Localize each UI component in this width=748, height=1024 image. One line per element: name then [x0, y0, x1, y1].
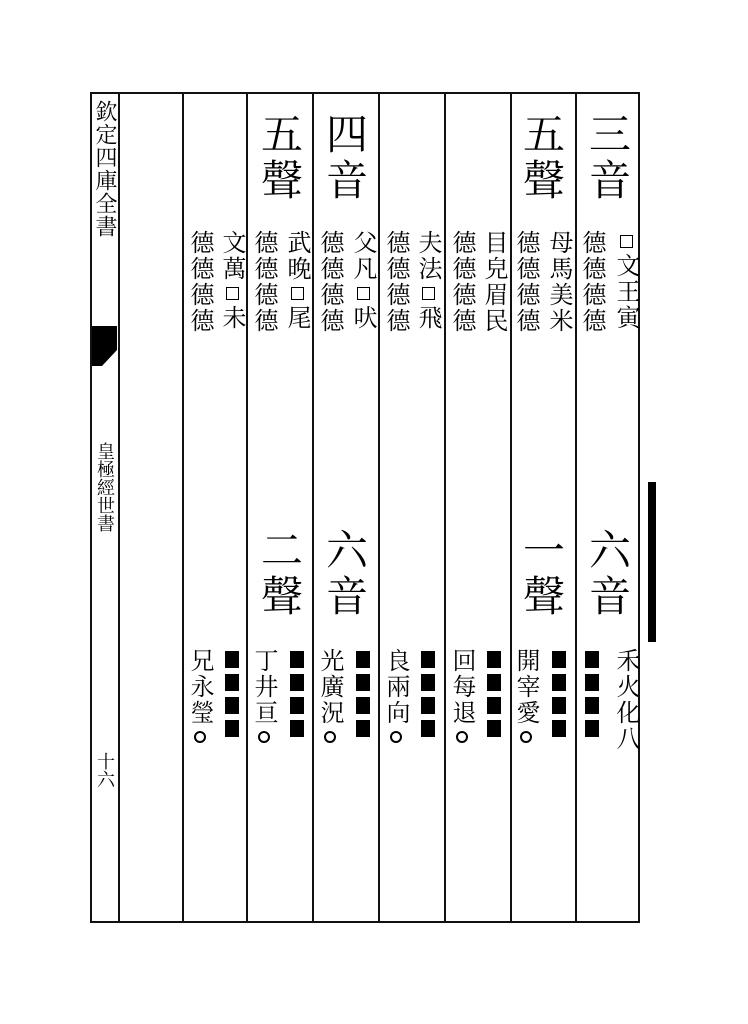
- char-column: [512, 648, 540, 748]
- glyph: 向: [382, 700, 410, 726]
- glyph: 母: [545, 230, 573, 256]
- filled-square-mark: [585, 651, 599, 668]
- char-column: [612, 230, 640, 331]
- glyph: 廣: [316, 674, 344, 700]
- column-rule: [575, 93, 577, 923]
- glyph: 德: [382, 256, 410, 282]
- filled-square-mark: [487, 674, 501, 691]
- glyph: 德: [250, 282, 278, 308]
- glyph: 丁: [250, 648, 278, 674]
- glyph: 宰: [512, 674, 540, 700]
- glyph: 八: [612, 726, 640, 752]
- char-column: [218, 230, 246, 331]
- char-column: [382, 230, 410, 334]
- filled-square-mark: [585, 674, 599, 691]
- margin-rule: [118, 93, 120, 923]
- glyph: 眉: [480, 282, 508, 308]
- filled-square-mark: [356, 720, 370, 737]
- glyph: 兄: [186, 648, 214, 674]
- glyph: 井: [250, 674, 278, 700]
- glyph: 開: [512, 648, 540, 674]
- circle-mark: [194, 731, 206, 743]
- top-heading: 五聲: [255, 112, 304, 204]
- char-column: [382, 648, 410, 748]
- filled-square-mark: [225, 674, 239, 691]
- char-column: [250, 230, 278, 334]
- char-column: [612, 648, 640, 752]
- glyph: 良: [382, 648, 410, 674]
- filled-square-mark: [487, 651, 501, 668]
- glyph: 皃: [480, 256, 508, 282]
- char-column: [250, 648, 278, 748]
- column-rule: [312, 93, 314, 923]
- glyph: 未: [218, 305, 246, 331]
- work-title: 皇極經世書: [94, 442, 115, 532]
- column-rule: [510, 93, 512, 923]
- book-title: 欽定四庫全書: [92, 100, 117, 238]
- glyph: 寅: [612, 305, 640, 331]
- glyph: 德: [382, 230, 410, 256]
- char-column: [316, 230, 344, 334]
- glyph: 德: [250, 256, 278, 282]
- glyph: 德: [382, 308, 410, 334]
- glyph: 德: [448, 230, 476, 256]
- filled-square-mark: [421, 674, 435, 691]
- glyph: 法: [414, 256, 442, 282]
- top-heading: 五聲: [517, 112, 566, 204]
- char-column: [218, 648, 246, 740]
- char-column: [186, 648, 214, 748]
- filled-square-mark: [421, 697, 435, 714]
- blank-box-mark: [422, 287, 435, 300]
- circle-mark: [324, 731, 336, 743]
- char-column: [480, 230, 508, 334]
- glyph: 德: [578, 282, 606, 308]
- glyph: 德: [512, 256, 540, 282]
- char-column: [414, 648, 442, 740]
- glyph: 飛: [414, 305, 442, 331]
- glyph: 美: [545, 282, 573, 308]
- char-column: [578, 648, 606, 740]
- filled-square-mark: [290, 674, 304, 691]
- char-column: [414, 230, 442, 331]
- filled-square-mark: [225, 697, 239, 714]
- page-number: 十六: [94, 752, 115, 788]
- glyph: 夫: [414, 230, 442, 256]
- column-rule: [378, 93, 380, 923]
- char-column: [512, 230, 540, 334]
- circle-mark: [520, 731, 532, 743]
- bottom-heading: 二聲: [255, 528, 304, 620]
- glyph: 米: [545, 308, 573, 334]
- glyph: 目: [480, 230, 508, 256]
- circle-mark: [456, 731, 468, 743]
- glyph: 馬: [545, 256, 573, 282]
- bottom-heading: 六音: [583, 528, 632, 620]
- bottom-heading: 六音: [320, 528, 369, 620]
- column-rule: [246, 93, 248, 923]
- glyph: 文: [218, 230, 246, 256]
- glyph: 禾: [612, 648, 640, 674]
- glyph: 愛: [512, 700, 540, 726]
- filled-square-mark: [356, 651, 370, 668]
- filled-square-mark: [356, 674, 370, 691]
- glyph: 德: [316, 256, 344, 282]
- glyph: 永: [186, 674, 214, 700]
- border-right: [638, 93, 640, 923]
- glyph: 王: [612, 279, 640, 305]
- glyph: 瑩: [186, 700, 214, 726]
- glyph: 退: [448, 700, 476, 726]
- glyph: 德: [448, 308, 476, 334]
- glyph: 亘: [250, 700, 278, 726]
- filled-square-mark: [585, 697, 599, 714]
- filled-square-mark: [356, 697, 370, 714]
- glyph: 萬: [218, 256, 246, 282]
- blank-box-mark: [291, 287, 304, 300]
- glyph: 德: [448, 282, 476, 308]
- glyph: 德: [512, 230, 540, 256]
- glyph: 德: [578, 230, 606, 256]
- filled-square-mark: [552, 674, 566, 691]
- char-column: [578, 230, 606, 334]
- border-bottom: [90, 921, 640, 923]
- circle-mark: [390, 731, 402, 743]
- filled-square-mark: [421, 651, 435, 668]
- glyph: 晚: [283, 256, 311, 282]
- glyph: 父: [349, 230, 377, 256]
- glyph: 吠: [349, 305, 377, 331]
- fishtail-mark: [92, 326, 117, 366]
- char-column: [283, 648, 311, 740]
- glyph: 德: [578, 308, 606, 334]
- top-heading: 四音: [320, 112, 369, 204]
- glyph: 德: [578, 256, 606, 282]
- char-column: [448, 648, 476, 748]
- glyph: 德: [186, 308, 214, 334]
- filled-square-mark: [552, 697, 566, 714]
- char-column: [480, 648, 508, 740]
- glyph: 光: [316, 648, 344, 674]
- char-column: [545, 648, 573, 740]
- glyph: 兩: [382, 674, 410, 700]
- top-heading: 三音: [583, 112, 632, 204]
- filled-square-mark: [225, 720, 239, 737]
- glyph: 德: [316, 230, 344, 256]
- glyph: 回: [448, 648, 476, 674]
- column-rule: [182, 93, 184, 923]
- glyph: 況: [316, 700, 344, 726]
- filled-square-mark: [487, 697, 501, 714]
- glyph: 武: [283, 230, 311, 256]
- glyph: 德: [186, 282, 214, 308]
- filled-square-mark: [290, 697, 304, 714]
- glyph: 德: [382, 282, 410, 308]
- glyph: 德: [512, 282, 540, 308]
- filled-square-mark: [552, 720, 566, 737]
- glyph: 德: [186, 256, 214, 282]
- filled-square-mark: [421, 720, 435, 737]
- char-column: [186, 230, 214, 334]
- filled-square-mark: [290, 651, 304, 668]
- filled-square-mark: [585, 720, 599, 737]
- glyph: 每: [448, 674, 476, 700]
- border-top: [90, 92, 640, 94]
- glyph: 德: [250, 308, 278, 334]
- glyph: 民: [480, 308, 508, 334]
- edge-mark: [648, 482, 656, 642]
- glyph: 德: [448, 256, 476, 282]
- glyph: 化: [612, 700, 640, 726]
- char-column: [545, 230, 573, 334]
- glyph: 尾: [283, 305, 311, 331]
- glyph: 凡: [349, 256, 377, 282]
- circle-mark: [258, 731, 270, 743]
- filled-square-mark: [290, 720, 304, 737]
- blank-box-mark: [226, 287, 239, 300]
- filled-square-mark: [487, 720, 501, 737]
- char-column: [349, 230, 377, 331]
- glyph: 德: [186, 230, 214, 256]
- glyph: 德: [316, 308, 344, 334]
- glyph: 火: [612, 674, 640, 700]
- blank-box-mark: [357, 287, 370, 300]
- filled-square-mark: [552, 651, 566, 668]
- char-column: [316, 648, 344, 748]
- bottom-heading: 一聲: [517, 528, 566, 620]
- char-column: [283, 230, 311, 331]
- filled-square-mark: [225, 651, 239, 668]
- blank-box-mark: [620, 235, 633, 248]
- column-rule: [444, 93, 446, 923]
- glyph: 文: [612, 253, 640, 279]
- char-column: [349, 648, 377, 740]
- glyph: 德: [316, 282, 344, 308]
- glyph: 德: [512, 308, 540, 334]
- char-column: [448, 230, 476, 334]
- glyph: 德: [250, 230, 278, 256]
